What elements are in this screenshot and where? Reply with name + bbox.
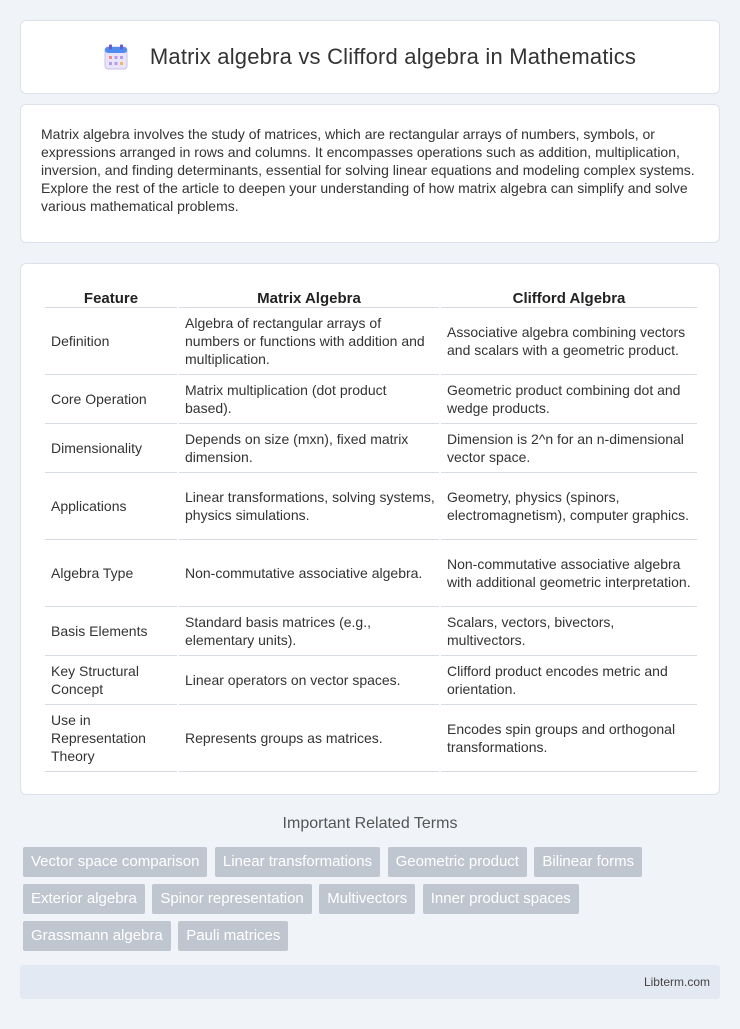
clifford-cell: Encodes spin groups and orthogonal transformations. (441, 705, 697, 772)
matrix-cell: Depends on size (mxn), fixed matrix dimension. (179, 424, 439, 473)
related-term-tag[interactable]: Spinor representation (152, 884, 311, 914)
related-term-tag[interactable]: Pauli matrices (178, 921, 288, 951)
comparison-table-card (20, 263, 720, 795)
matrix-cell: Matrix multiplication (dot product based). (179, 375, 439, 424)
comparison-table (43, 286, 699, 772)
header-clifford-algebra: Clifford Algebra (441, 286, 697, 308)
related-term-tag[interactable]: Exterior algebra (23, 884, 145, 914)
calendar-icon (104, 44, 128, 70)
table-row (45, 656, 697, 705)
table-row (45, 375, 697, 424)
matrix-cell: Non-commutative associative algebra. (179, 540, 439, 607)
table-row (45, 473, 697, 540)
table-row (45, 540, 697, 607)
feature-cell: Definition (45, 308, 177, 375)
footer (20, 965, 720, 999)
matrix-cell: Linear operators on vector spaces. (179, 656, 439, 705)
clifford-cell: Geometric product combining dot and wedge products. (441, 375, 697, 424)
header-card (20, 20, 720, 94)
clifford-cell: Dimension is 2^n for an n-dimensional vector space. (441, 424, 697, 473)
clifford-cell: Clifford product encodes metric and orientation. (441, 656, 697, 705)
related-term-tag[interactable]: Bilinear forms (534, 847, 642, 877)
related-term-tag[interactable]: Multivectors (319, 884, 415, 914)
page-title: Matrix algebra vs Clifford algebra in Mathematics (149, 44, 637, 69)
table-row (45, 705, 697, 772)
intro-card (20, 104, 720, 243)
matrix-cell: Algebra of rectangular arrays of numbers or functions with addition and multiplication. (179, 308, 439, 375)
feature-cell: Dimensionality (45, 424, 177, 473)
feature-cell: Use in Representation Theory (45, 705, 177, 772)
feature-cell: Basis Elements (45, 607, 177, 656)
table-row (45, 424, 697, 473)
header-matrix-algebra: Matrix Algebra (179, 286, 439, 308)
matrix-cell: Represents groups as matrices. (179, 705, 439, 772)
related-term-tag[interactable]: Inner product spaces (423, 884, 579, 914)
table-row (45, 607, 697, 656)
footer-site-link[interactable]: Libterm.com (643, 975, 710, 989)
feature-cell: Key Structural Concept (45, 656, 177, 705)
related-term-tag[interactable]: Grassmann algebra (23, 921, 171, 951)
clifford-cell: Geometry, physics (spinors, electromagnetism), computer graphics. (441, 473, 697, 540)
matrix-cell: Standard basis matrices (e.g., elementary units). (179, 607, 439, 656)
related-term-tag[interactable]: Linear transformations (215, 847, 380, 877)
table-header-row (45, 286, 697, 308)
related-terms-list (23, 847, 723, 958)
feature-cell: Core Operation (45, 375, 177, 424)
feature-cell: Applications (45, 473, 177, 540)
matrix-cell: Linear transformations, solving systems, physics simulations. (179, 473, 439, 540)
table-row (45, 308, 697, 375)
related-terms-title: Important Related Terms (282, 815, 458, 832)
feature-cell: Algebra Type (45, 540, 177, 607)
related-term-tag[interactable]: Vector space comparison (23, 847, 207, 877)
header-feature: Feature (45, 286, 177, 308)
clifford-cell: Associative algebra combining vectors and scalars with a geometric product. (441, 308, 697, 375)
related-term-tag[interactable]: Geometric product (388, 847, 527, 877)
clifford-cell: Scalars, vectors, bivectors, multivectors. (441, 607, 697, 656)
clifford-cell: Non-commutative associative algebra with additional geometric interpretation. (441, 540, 697, 607)
intro-text: Matrix algebra involves the study of matrices, which are rectangular arrays of numbers, symbols, or expressions arranged in rows and columns. It encompasses operations such as addition, multiplication, inversion, and finding determinants, essential for solving linear equations and modeling complex systems. Explore the rest of the article to deepen your understanding of how matrix algebra can simplify and solve various mathematical problems. (41, 126, 695, 214)
